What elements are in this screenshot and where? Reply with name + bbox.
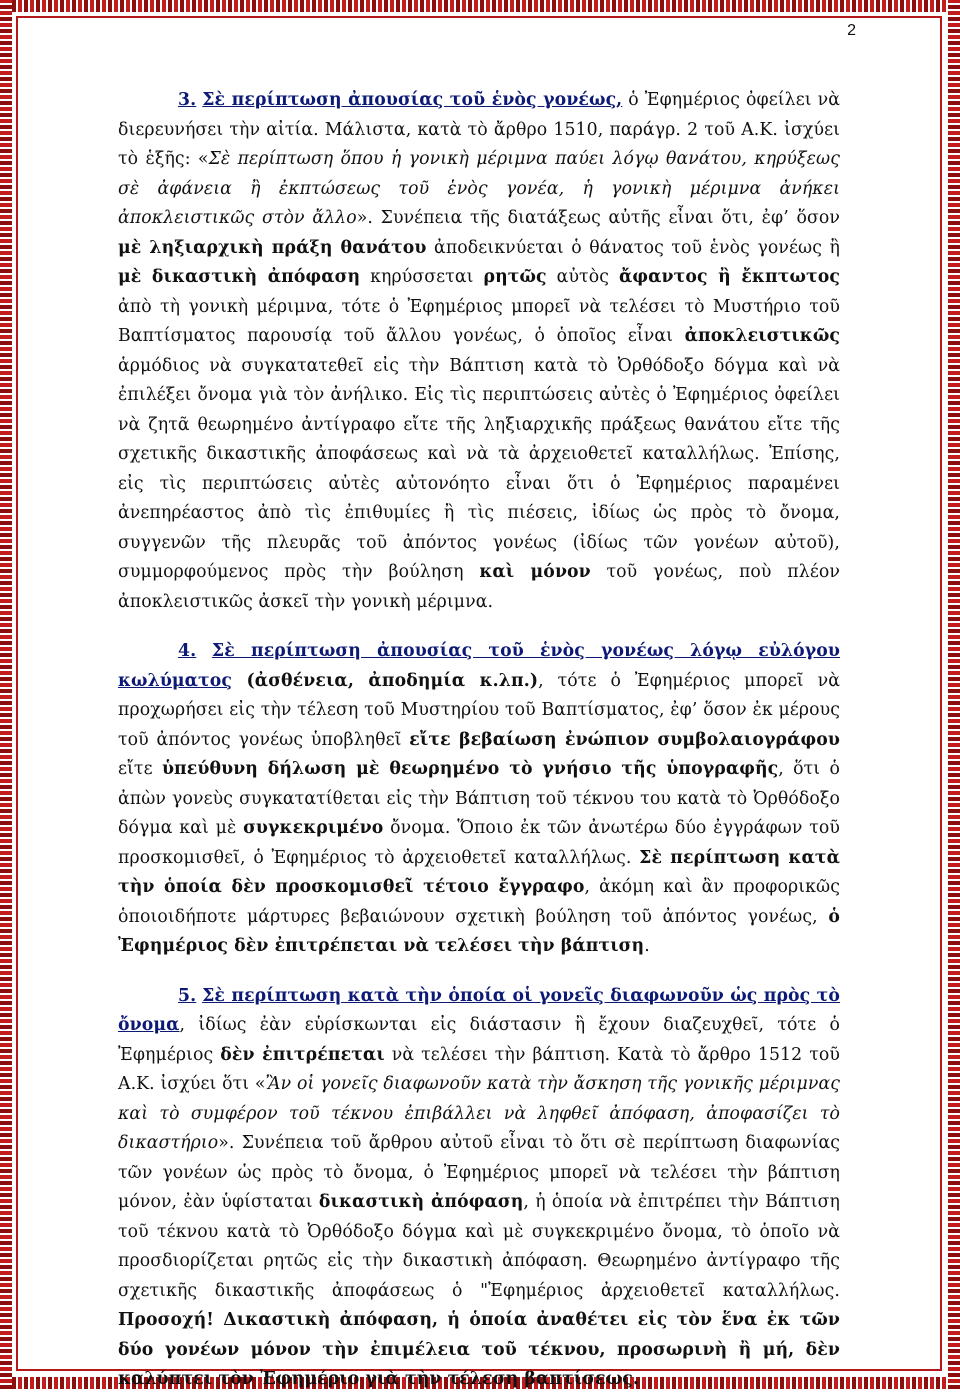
- text-run: κηρύσσεται: [360, 267, 484, 287]
- text-run: εἴτε: [118, 759, 162, 779]
- text-run: ὁ Ἐφημέριος ὀφείλει νὰ διερευνήσει τὴν αἰτία. Μάλιστα, κατὰ τὸ ἄρθρο 1510, παράγρ. 2 τοῦ Α.Κ. ἰσχύει τὸ ἑξῆς: «: [118, 90, 841, 169]
- page-number: 2: [847, 22, 856, 39]
- text-run: νὰ τελέσει τὴν βάπτιση. Κατὰ τὸ ἄρθρο 1512 τοῦ Α.Κ. ἰσχύει ὅτι «: [118, 1044, 840, 1094]
- document-body: [118, 86, 840, 1395]
- section-4: [118, 637, 840, 962]
- legal-quote: Σὲ περίπτωση ὅπου ἡ γονικὴ μέριμνα παύει λόγῳ θανάτου, κηρύξεως σὲ ἀφάνεια ἢ ἐκπτώσεως τοῦ ἑνὸς γονέα, ἡ γονικὴ μέριμνα ἀνήκει ἀποκλειστικῶς στὸν ἄλλο: [118, 149, 840, 228]
- emphasis: εἴτε βεβαίωση ἐνώπιον συμβολαιογράφου: [409, 729, 840, 750]
- text-run: αὐτὸς: [546, 267, 619, 287]
- text-run: , ἀκόμη καὶ ἂν προφορικῶς ὁποιοιδήποτε μάρτυρες βεβαιώνουν σχετικὴ βούληση τοῦ ἀπόντος γονέως,: [118, 877, 840, 927]
- text-run: ». Συνέπεια τοῦ ἄρθρου αὐτοῦ εἶναι τὸ ὅτι σὲ περίπτωση διαφωνίας τῶν γονέων ὡς πρὸς τὸ ὄνομα, ὁ Ἐφημέριος μπορεῖ νὰ τελέσει τὴν βάπτιση μόνον, ἐὰν ὑφίσταται: [118, 1133, 840, 1212]
- emphasis: καὶ μόνον: [479, 562, 591, 582]
- emphasis: (ἀσθένεια, ἀποδημία κ.λπ.): [232, 670, 539, 691]
- emphasis: δὲν ἐπιτρέπεται: [220, 1044, 385, 1065]
- section-heading: Σὲ περίπτωση ἀπουσίας τοῦ ἑνὸς γονέως λόγῳ εὐλόγου κωλύματος: [118, 641, 840, 691]
- section-number: 4.: [178, 641, 197, 661]
- emphasis: μὲ ληξιαρχικὴ πράξη θανάτου: [118, 237, 427, 258]
- text-run: ἀποδεικνύεται ὁ θάνατος τοῦ ἑνὸς γονέως ἢ: [426, 237, 841, 258]
- text-run: , ἰδίως ἐὰν εὑρίσκωνται εἰς διάστασιν ἢ ἔχουν διαζευχθεῖ, τότε ὁ Ἐφημέριος: [118, 1015, 840, 1065]
- decorative-border-right: [948, 0, 960, 1389]
- section-3: [118, 86, 840, 617]
- emphasis: δικαστικὴ ἀπόφαση: [318, 1192, 524, 1212]
- text-run: ἀπὸ τὴ γονικὴ μέριμνα, τότε ὁ Ἐφημέριος μπορεῖ νὰ τελέσει τὸ Μυστήριο τοῦ Βαπτίσματος παρουσίᾳ τοῦ ἄλλου γονέως, ὁ ὁποῖος εἶναι: [118, 296, 840, 346]
- emphasis: ὑπεύθυνη δήλωση μὲ θεωρημένο τὸ γνήσιο τῆς ὑπογραφῆς: [161, 759, 779, 779]
- emphasis: Σὲ περίπτωση κατὰ τὴν ὁποία δὲν προσκομισθεῖ τέτοιο ἔγγραφο: [118, 847, 840, 897]
- decorative-border-top: [0, 0, 960, 12]
- emphasis: συγκεκριμένο: [243, 818, 384, 838]
- text-run: , ἡ ὁποία νὰ ἐπιτρέπει τὴν Βάπτιση τοῦ τέκνου κατὰ τὸ Ὀρθόδοξο δόγμα καὶ μὲ συγκεκριμένο ὄνομα, τὸ ὁποῖο νὰ προσδιορίζεται ρητῶς εἰς τὴν δικαστικὴ ἀπόφαση. Θεωρημένο ἀντίγραφο τῆς σχετικῆς δικαστικῆς ἀποφάσεως ὁ "Ἐφημέριος ἀρχειοθετεῖ καταλλήλως.: [118, 1192, 840, 1301]
- text-run: .: [644, 936, 650, 956]
- section-5: [118, 982, 840, 1395]
- legal-quote: Ἂν οἱ γονεῖς διαφωνοῦν κατὰ τὴν ἄσκηση τῆς γονικῆς μέριμνας καὶ τὸ συμφέρον τοῦ τέκνου ἐπιβάλλει νὰ ληφθεῖ ἀπόφαση, ἀποφασίζει τὸ δικαστήριο: [118, 1074, 840, 1153]
- emphasis: ἄφαντος ἢ ἔκπτωτος: [619, 267, 840, 287]
- decorative-border-left: [0, 0, 12, 1389]
- text-run: ὄνομα. Ὅποιο ἐκ τῶν ἀνωτέρω δύο ἐγγράφων τοῦ προσκομισθεῖ, ὁ Ἐφημέριος τὸ ἀρχειοθετεῖ καταλλήλως.: [118, 818, 840, 868]
- section-heading: Σὲ περίπτωση ἀπουσίας τοῦ ἑνὸς γονέως,: [202, 90, 623, 110]
- emphasis: ἀποκλειστικῶς: [684, 326, 840, 346]
- section-number: 5.: [178, 985, 197, 1006]
- text-run: ἁρμόδιος νὰ συγκατατεθεῖ εἰς τὴν Βάπτιση κατὰ τὸ Ὀρθόδοξο δόγμα καὶ νὰ ἐπιλέξει ὄνομα γιὰ τὸν ἀνήλικο. Εἰς τὶς περιπτώσεις αὐτὲς ὁ Ἐφημέριος ὀφείλει νὰ ζητᾶ θεωρημένο ἀντίγραφο εἴτε τῆς ληξιαρχικῆς πράξεως θανάτου εἴτε τῆς σχετικῆς δικαστικῆς ἀποφάσεως καὶ νὰ τὰ ἀρχειοθετεῖ καταλλήλως. Ἐπίσης, εἰς τὶς περιπτώσεις αὐτὲς αὐτονόητο εἶναι ὅτι ὁ Ἐφημέριος παραμένει ἀνεπηρέαστος ἀπὸ τὶς ἐπιθυμίες ἢ τὶς πιέσεις, ἰδίως ὡς πρὸς τὸ ὄνομα, συγγενῶν τῆς πλευρᾶς τοῦ ἀπόντος γονέως (ἰδίως τῶν γονέων αὐτοῦ), συμμορφούμενος πρὸς τὴν βούληση: [118, 355, 840, 582]
- text-run: ». Συνέπεια τῆς διατάξεως αὐτῆς εἶναι ὅτι, ἐφ’ ὅσον: [356, 208, 840, 228]
- emphasis: ὁ Ἐφημέριος δὲν ἐπιτρέπεται νὰ τελέσει τὴν βάπτιση: [118, 906, 840, 956]
- text-run: , τότε ὁ Ἐφημέριος μπορεῖ νὰ προχωρήσει εἰς τὴν τέλεση τοῦ Μυστηρίου τοῦ Βαπτίσματος, ἐφ’ ὅσον ἐκ μέρους τοῦ ἀπόντος γονέως ὑποβληθεῖ: [118, 670, 840, 750]
- text-run: , ὅτι ὁ ἀπὼν γονεὺς συγκατατίθεται εἰς τὴν Βάπτιση τοῦ τέκνου του κατὰ τὸ Ὀρθόδοξο δόγμα καὶ μὲ: [118, 759, 840, 838]
- emphasis: μὲ δικαστικὴ ἀπόφαση: [118, 267, 361, 287]
- section-heading: Σὲ περίπτωση κατὰ τὴν ὁποία οἱ γονεῖς διαφωνοῦν ὡς πρὸς τὸ ὄνομα: [118, 985, 840, 1035]
- emphasis: Προσοχή! Δικαστικὴ ἀπόφαση, ἡ ὁποία ἀναθέτει εἰς τὸν ἕνα ἐκ τῶν δύο γονέων μόνον τὴν ἐπιμέλεια τοῦ τέκνου, προσωρινὴ ἢ μή, δὲν καλύπτει τὸν Ἐφημέριο γιὰ τὴν τέλεση βαπτίσεως.: [118, 1310, 840, 1389]
- emphasis: ρητῶς: [483, 267, 547, 287]
- text-run: τοῦ γονέως, ποὺ πλέον ἀποκλειστικῶς ἀσκεῖ τὴν γονικὴ μέριμνα.: [118, 562, 840, 612]
- section-number: 3.: [178, 90, 197, 110]
